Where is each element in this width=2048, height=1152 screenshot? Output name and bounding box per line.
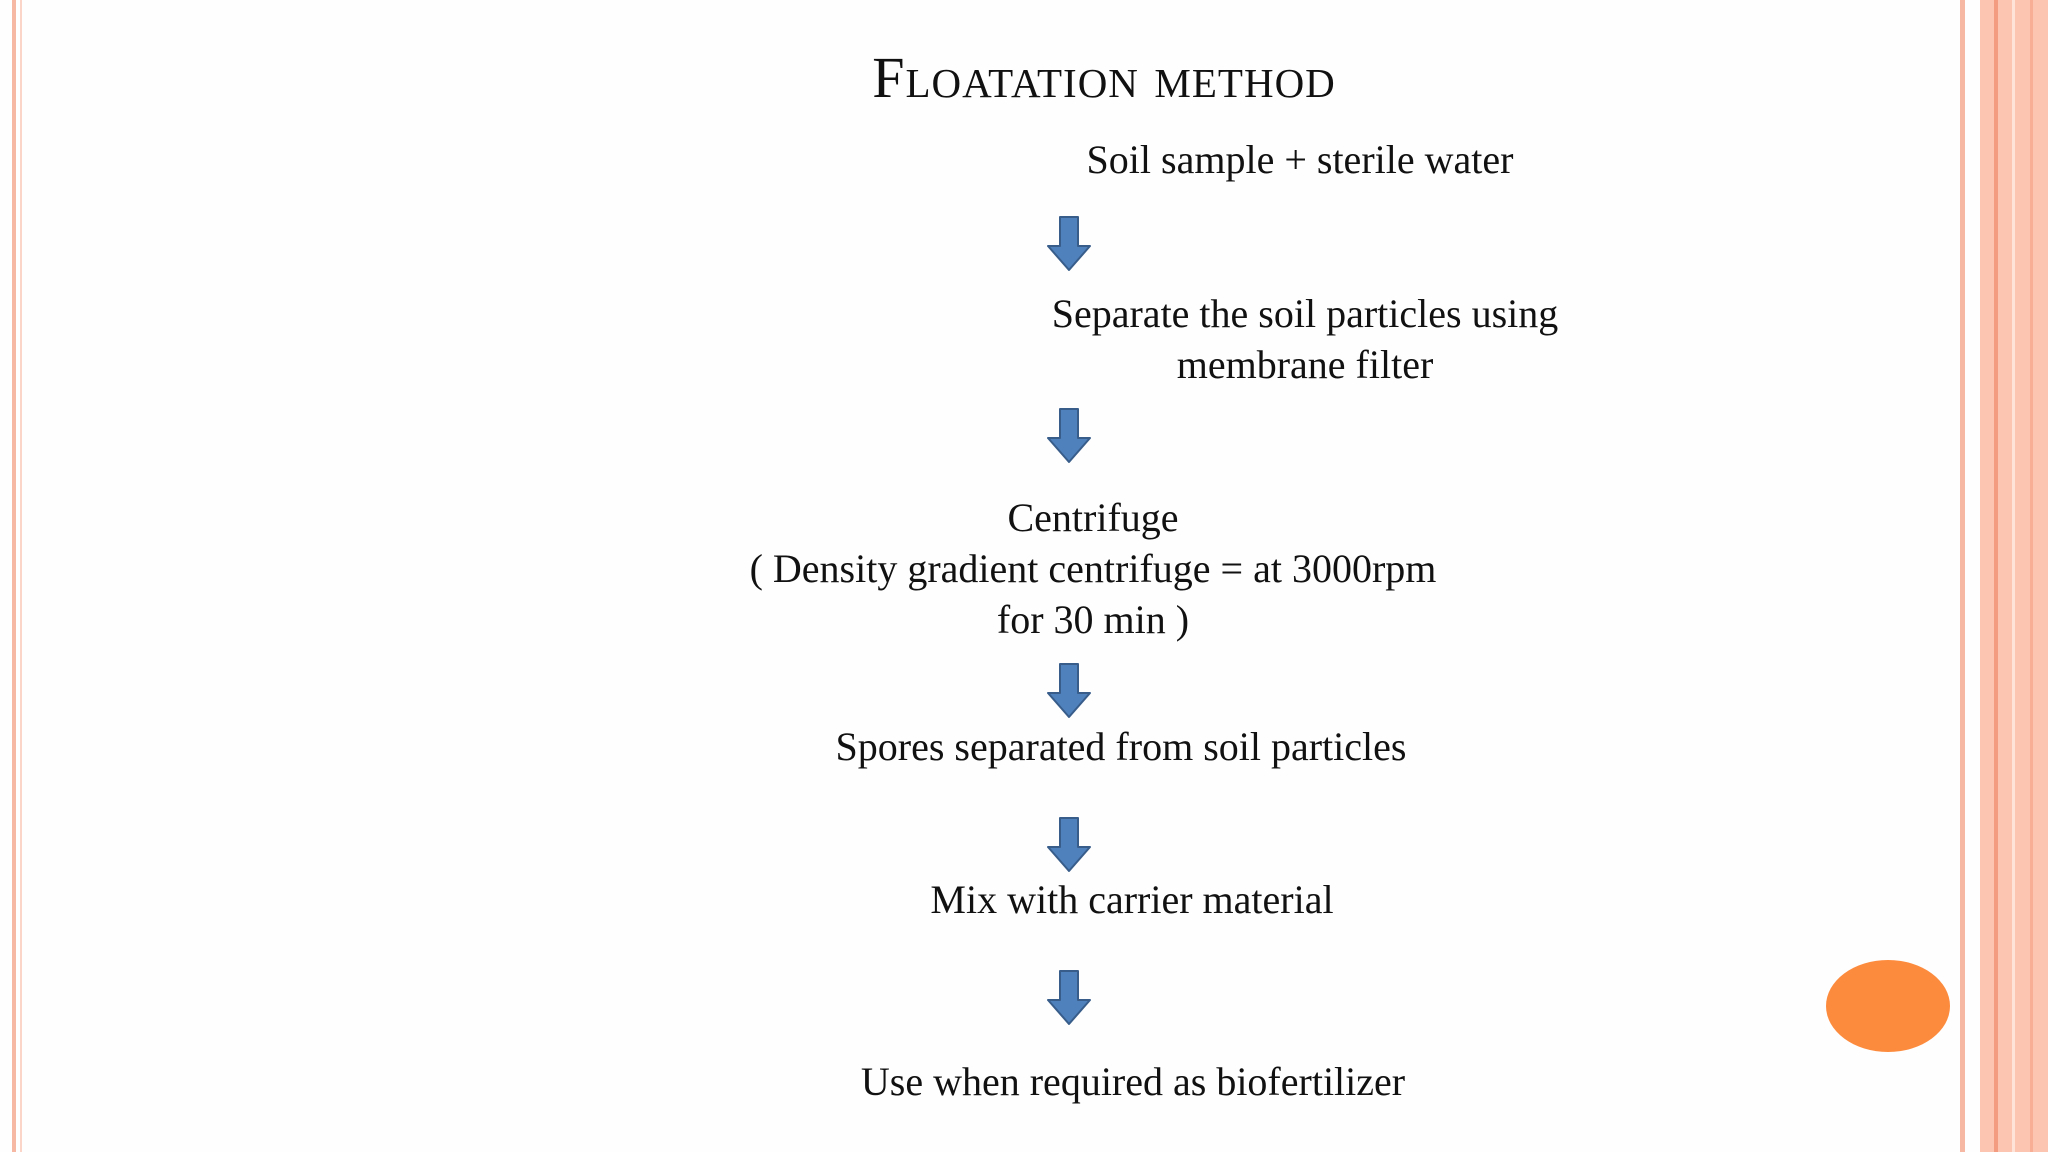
down-arrow-icon (1047, 216, 1091, 272)
right-border-stripe (1960, 0, 1965, 1152)
left-border-stripe (12, 0, 16, 1152)
down-arrow-icon (1047, 817, 1091, 873)
slide-title: Floatation method (872, 45, 1336, 110)
right-border-stripe-outer (2030, 0, 2033, 1152)
decorative-orange-circle (1826, 960, 1950, 1052)
flow-step-6: Use when required as biofertilizer (860, 1059, 1406, 1104)
down-arrow-icon (1047, 663, 1091, 719)
flow-step-3: Centrifuge ( Density gradient centrifuge = at 3000rpm for 30 min ) (749, 495, 1437, 642)
flow-step-1: Soil sample + sterile water (1086, 137, 1514, 182)
flow-step-5: Mix with carrier material (930, 877, 1334, 922)
right-border-stripe-dark (1994, 0, 1998, 1152)
left-border-stripe-inner (20, 0, 22, 1152)
flow-step-4: Spores separated from soil particles (835, 724, 1407, 769)
down-arrow-icon (1047, 970, 1091, 1026)
right-border-stripe-light (2012, 0, 2015, 1152)
flow-step-2: Separate the soil particles using membrane filter (1051, 291, 1559, 387)
down-arrow-icon (1047, 408, 1091, 464)
